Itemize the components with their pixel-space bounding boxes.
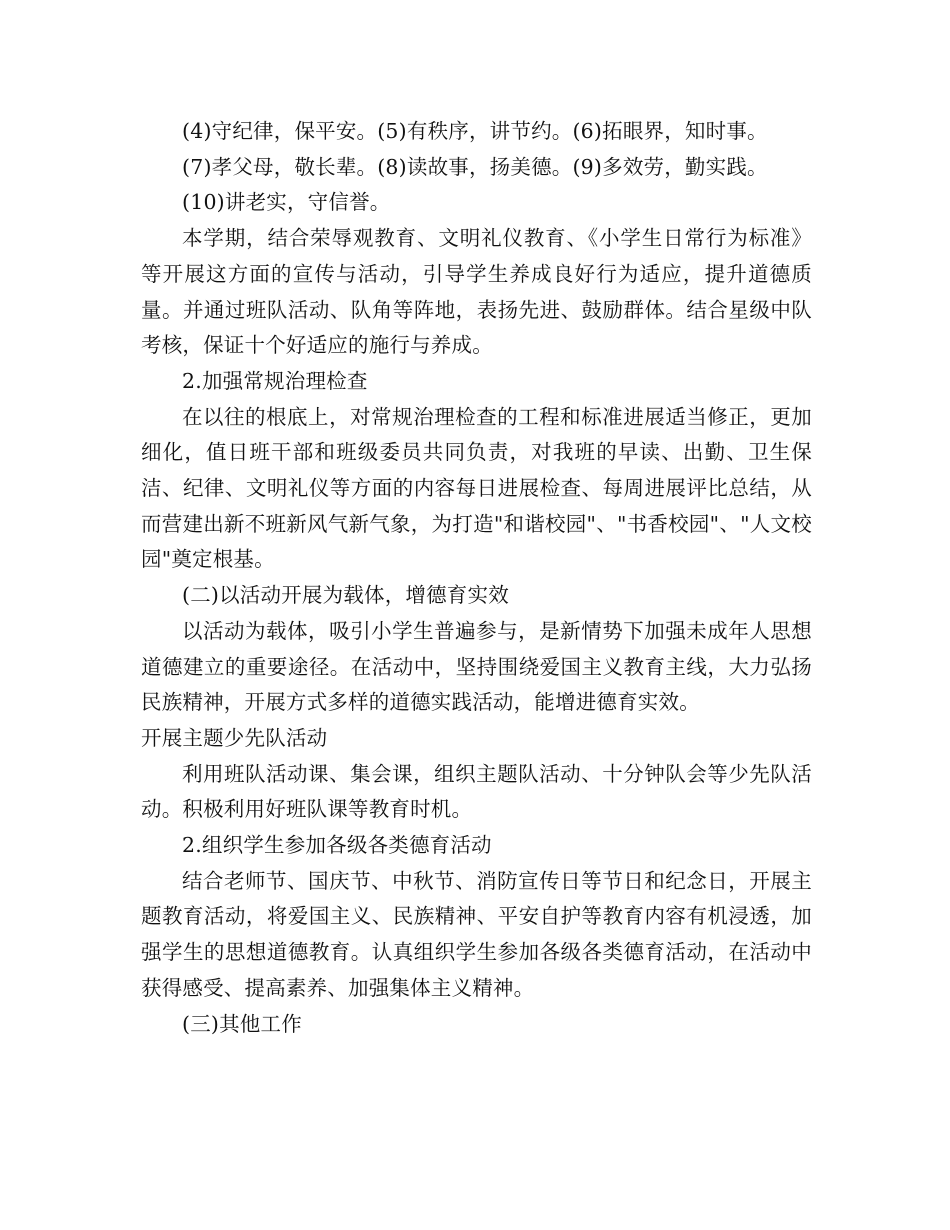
paragraph: (10)讲老实，守信誉。 [182, 190, 391, 215]
section-heading: (三)其他工作 [182, 1011, 302, 1036]
subheading: 开展主题少先队活动 [141, 725, 328, 750]
paragraph: (4)守纪律，保平安。(5)有秩序，讲节约。(6)拓眼界，知时事。 [182, 119, 768, 143]
paragraph: 本学期，结合荣辱观教育、文明礼仪教育、《小学生日常行为标准》等开展这方面的宣传与活动，引导学生养成良好行为适应，提升道德质量。并通过班队活动、队角等阵地，表扬先进、鼓励群体。结合星级中队考核，保证十个好适应的施行与养成。 [141, 226, 812, 358]
paragraph: 在以往的根底上，对常规治理检查的工程和标准进展适当修正，更加细化，值日班干部和班级委员共同负责，对我班的早读、出勤、卫生保洁、纪律、文明礼仪等方面的内容每日进展检查、每周进展评比总结，从而营建出新不班新风气新气象，为打造"和谐校园"、"书香校园"、"人文校园"奠定根基。 [141, 404, 812, 572]
section-heading: 2.加强常规治理检查 [182, 368, 368, 393]
paragraph: 以活动为载体，吸引小学生普遍参与，是新情势下加强未成年人思想道德建立的重要途径。在活动中，坚持围绕爱国主义教育主线，大力弘扬民族精神，开展方式多样的道德实践活动，能增进德育实效。 [141, 618, 812, 715]
paragraph: (7)孝父母，敬长辈。(8)读故事，扬美德。(9)多效劳，勤实践。 [182, 154, 768, 179]
section-heading: (二)以活动开展为载体，增德育实效 [182, 583, 509, 608]
paragraph: 利用班队活动课、集会课，组织主题队活动、十分钟队会等少先队活动。积极利用好班队课等教育时机。 [141, 761, 812, 822]
paragraph: 结合老师节、国庆节、中秋节、消防宣传日等节日和纪念日，开展主题教育活动，将爱国主义、民族精神、平安自护等教育内容有机浸透，加强学生的思想道德教育。认真组织学生参加各级各类德育活动，在活动中获得感受、提高素养、加强集体主义精神。 [141, 868, 812, 1000]
section-heading: 2.组织学生参加各级各类德育活动 [182, 833, 492, 858]
document-body [141, 114, 812, 1042]
